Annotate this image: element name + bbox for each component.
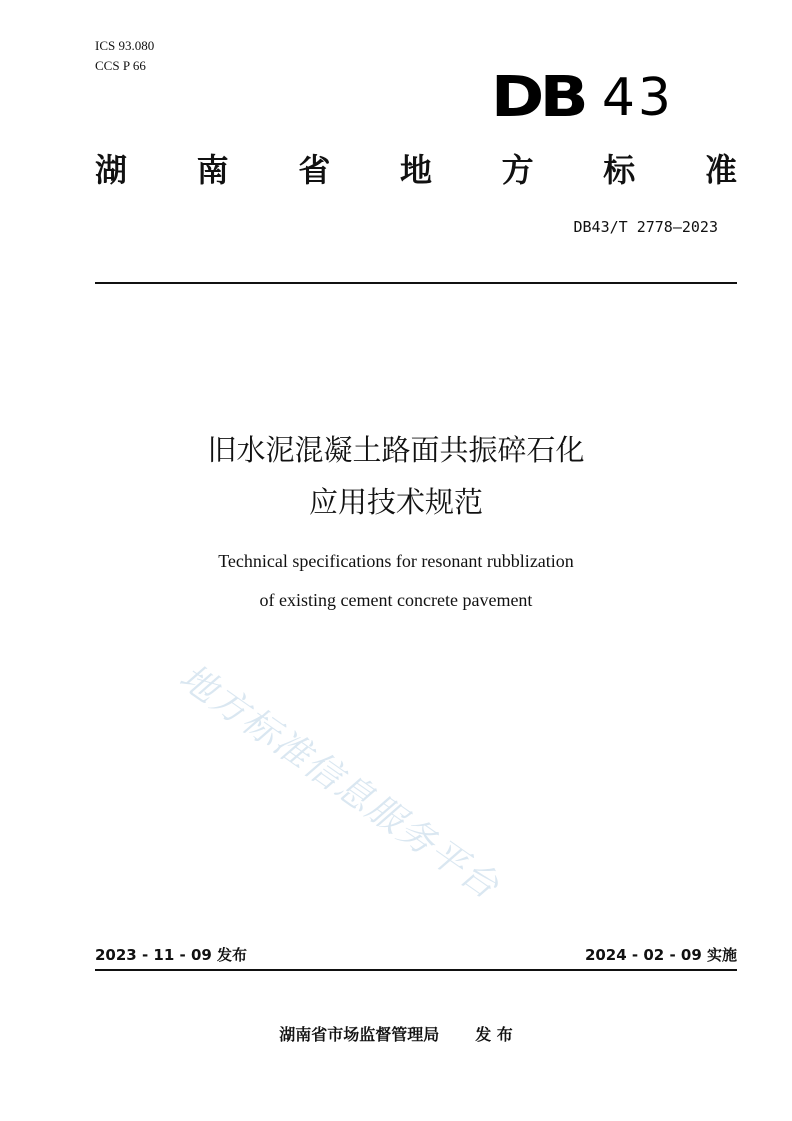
heading-char: 方: [501, 151, 534, 189]
issue-date: 2023 - 11 - 09 发布: [95, 946, 248, 964]
ics-code: ICS 93.080: [95, 38, 155, 53]
watermark: 地方标准信息服务平台: [171, 656, 507, 909]
top-divider: [95, 282, 737, 284]
heading-char: 南: [196, 151, 229, 189]
title-cn-line2: 应用技术规范: [308, 485, 483, 519]
heading-char: 湖: [95, 151, 128, 189]
db-logo: [490, 65, 674, 130]
issuer-action: 发 布: [475, 1025, 513, 1044]
title-en-line2: of existing cement concrete pavement: [259, 590, 533, 610]
implement-date: 2024 - 02 - 09 实施: [584, 946, 737, 964]
title-cn-line1: 旧水泥混凝土路面共振碎石化: [207, 433, 585, 467]
issuer-line: [0, 1023, 792, 1047]
title-en-line1: Technical specifications for resonant rubblization: [218, 551, 574, 571]
db-region-code: 43: [601, 68, 674, 128]
standard-number: DB43/T 2778—2023: [573, 218, 718, 236]
issuer-name: 湖南省市场监督管理局: [279, 1025, 440, 1044]
db-mark: DB: [490, 65, 584, 130]
classification-codes: [95, 36, 154, 76]
bottom-divider: [95, 969, 737, 971]
heading-char: 标: [603, 151, 636, 189]
heading-char: 省: [298, 151, 331, 189]
ccs-code: CCS P 66: [95, 58, 146, 73]
heading-char: 准: [704, 151, 737, 189]
standard-type-heading: [95, 148, 737, 192]
heading-char: 地: [399, 151, 432, 189]
